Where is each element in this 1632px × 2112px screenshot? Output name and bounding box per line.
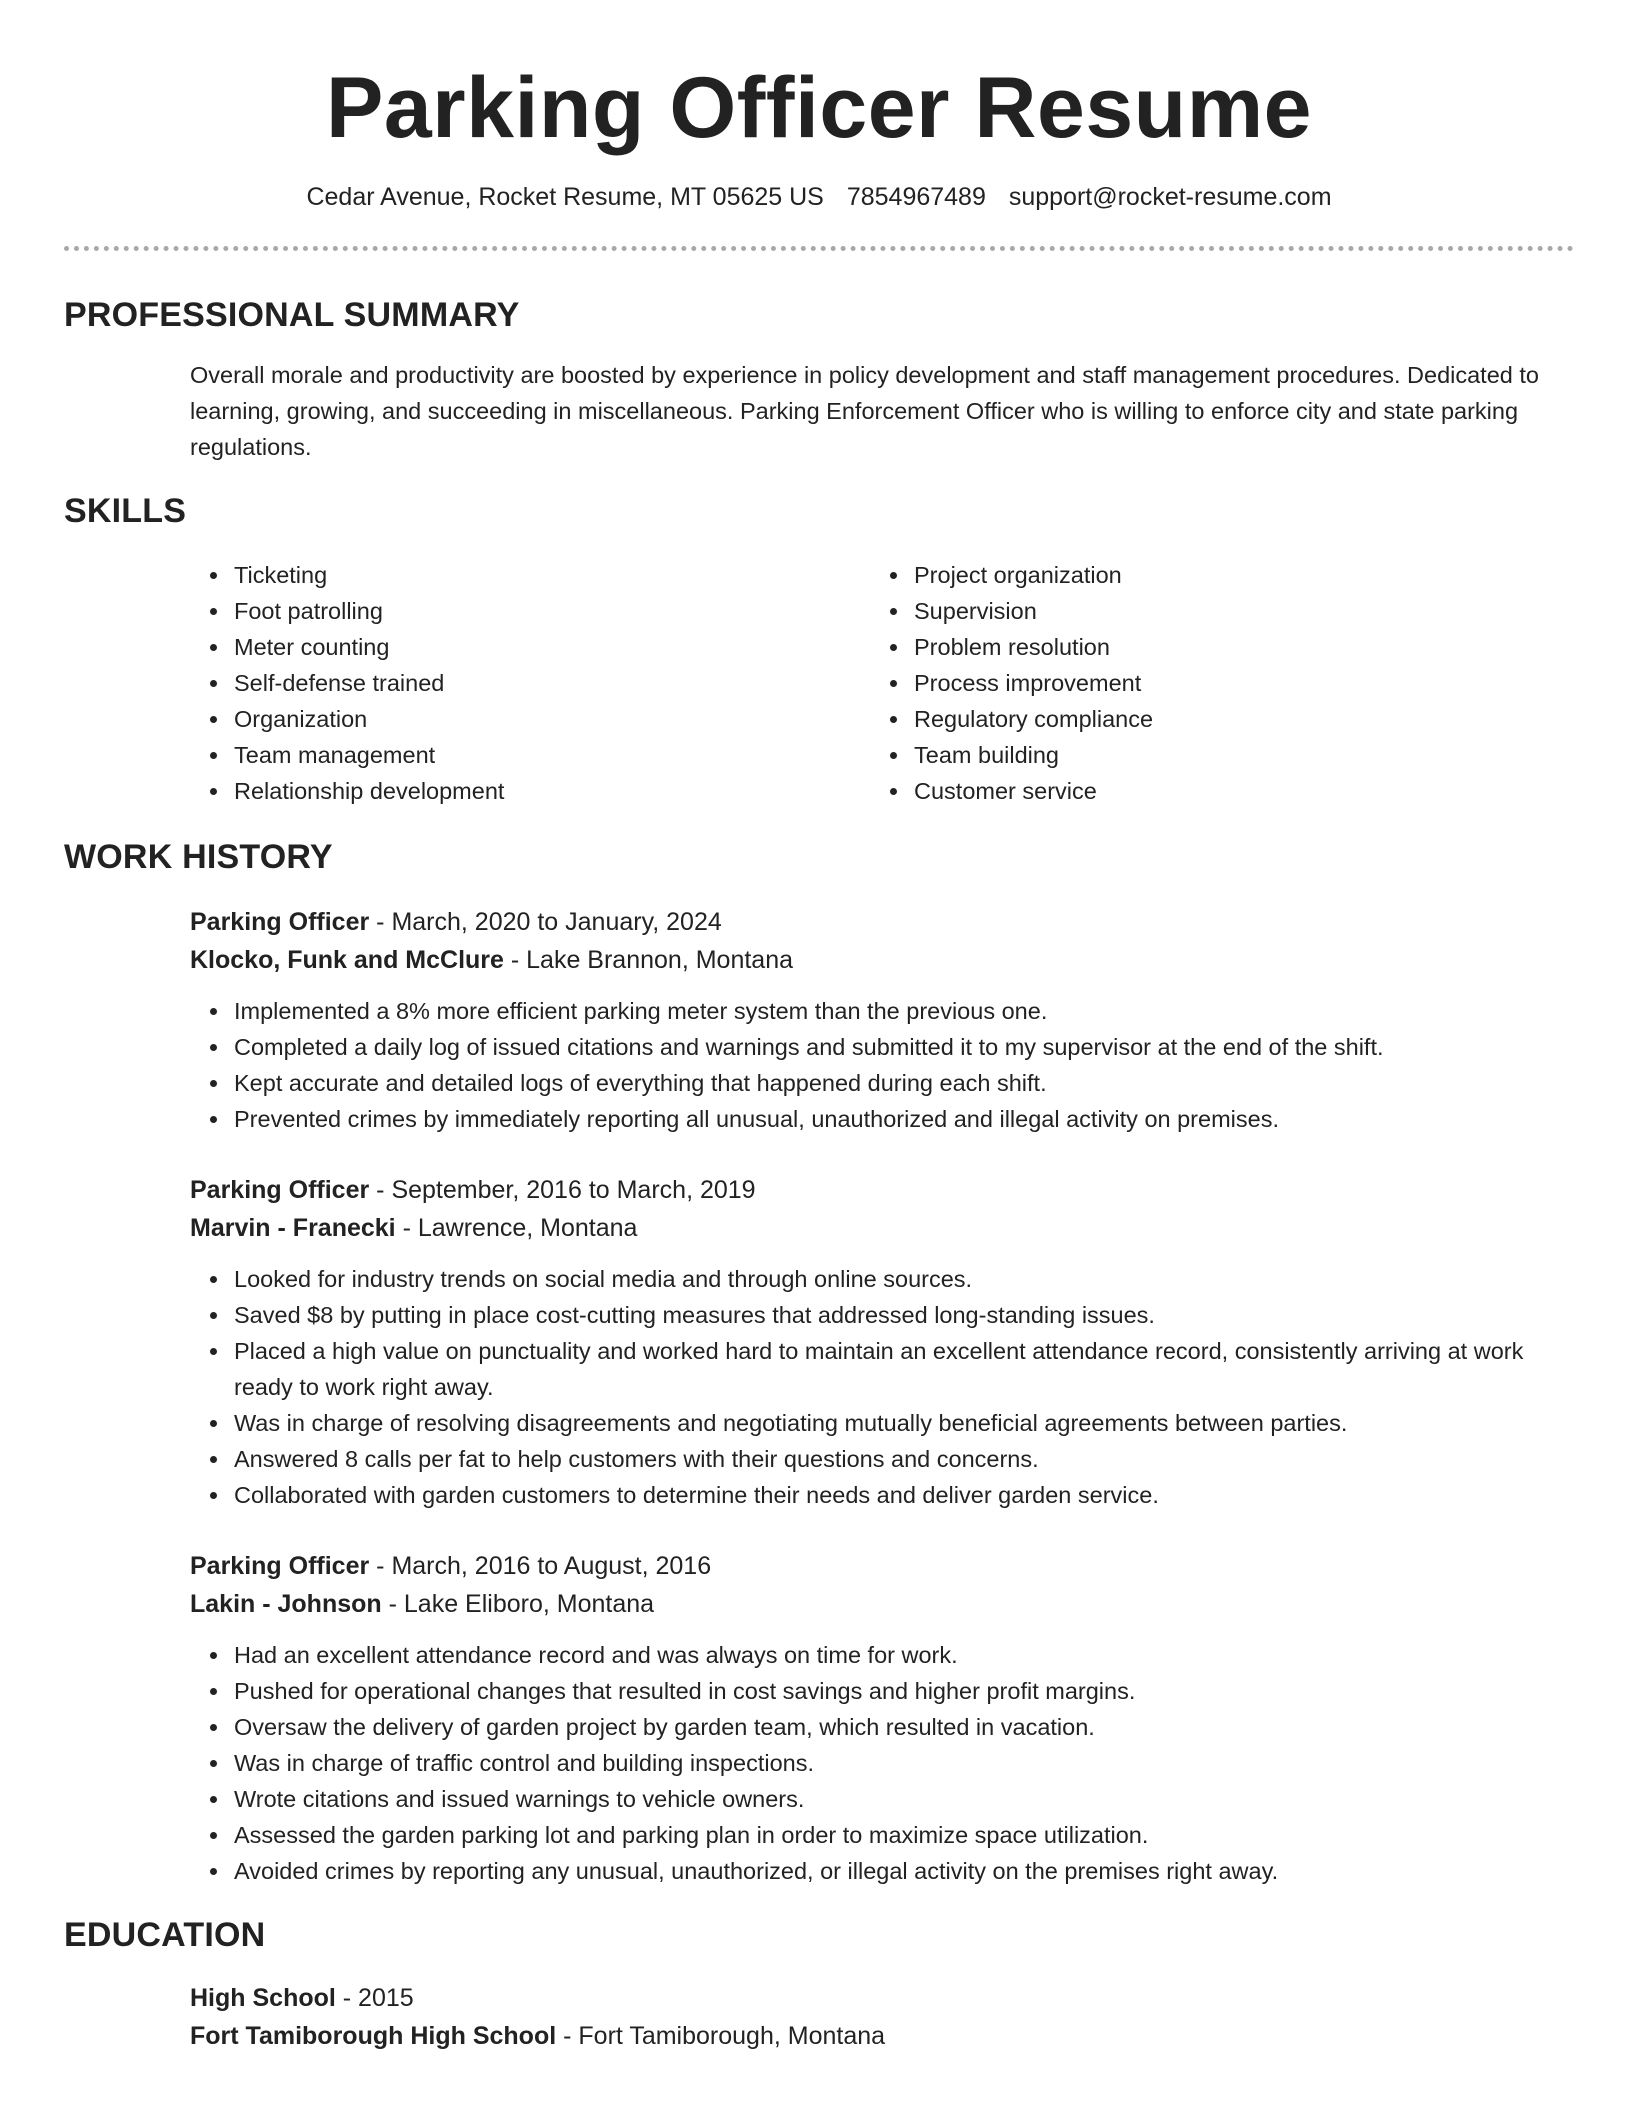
skill-item: Team management — [234, 737, 870, 773]
job-bullet: Was in charge of resolving disagreements and negotiating mutually beneficial agreements between parties. — [234, 1405, 1574, 1441]
job-bullets — [190, 1637, 1574, 1889]
job-title-line — [190, 903, 1574, 941]
job-bullet: Wrote citations and issued warnings to vehicle owners. — [234, 1781, 1574, 1817]
education-school: Fort Tamiborough High School — [190, 2022, 557, 2050]
skill-item: Team building — [914, 737, 1153, 773]
job-title-line — [190, 1547, 1574, 1585]
job-dates: - March, 2020 to January, 2024 — [369, 908, 722, 936]
job-company: Klocko, Funk and McClure — [190, 946, 504, 974]
job-dates: - September, 2016 to March, 2019 — [369, 1176, 756, 1204]
contact-phone: 7854967489 — [846, 183, 986, 211]
job-bullet: Prevented crimes by immediately reporting all unusual, unauthorized and illegal activity on premises. — [234, 1101, 1574, 1137]
education-entry — [190, 1979, 1574, 2055]
job-bullet: Answered 8 calls per fat to help customers with their questions and concerns. — [234, 1441, 1574, 1477]
job-bullet: Implemented a 8% more efficient parking meter system than the previous one. — [234, 993, 1574, 1029]
job-bullet: Assessed the garden parking lot and parking plan in order to maximize space utilization. — [234, 1817, 1574, 1853]
skills-column-right — [870, 557, 1153, 809]
job-bullet: Pushed for operational changes that resulted in cost savings and higher profit margins. — [234, 1673, 1574, 1709]
job-location: - Lake Brannon, Montana — [503, 946, 794, 974]
job-bullet: Saved $8 by putting in place cost-cutting measures that addressed long-standing issues. — [234, 1297, 1574, 1333]
job-bullets — [190, 993, 1574, 1137]
job-dates: - March, 2016 to August, 2016 — [369, 1552, 712, 1580]
resume-page — [64, 0, 1574, 2055]
skill-item: Project organization — [914, 557, 1153, 593]
job-entry — [190, 903, 1574, 1137]
job-role: Parking Officer — [190, 1176, 370, 1204]
summary-text: Overall morale and productivity are boosted by experience in policy development and staff management procedures. Dedicated to learning, growing, and succeeding in miscellaneous. Parking Enforcement Officer who is willing to enforce city and state parking regulations. — [190, 362, 1539, 460]
skill-item: Meter counting — [234, 629, 870, 665]
skills-column-left — [190, 557, 870, 809]
skill-item: Regulatory compliance — [914, 701, 1153, 737]
contact-email: support@rocket-resume.com — [1008, 183, 1332, 211]
job-location: - Lawrence, Montana — [395, 1214, 638, 1242]
skill-item: Customer service — [914, 773, 1153, 809]
education-location: - Fort Tamiborough, Montana — [556, 2022, 886, 2050]
skill-item: Supervision — [914, 593, 1153, 629]
job-entry — [190, 1547, 1574, 1889]
job-company-line — [190, 941, 1574, 979]
contact-line — [64, 180, 1574, 214]
skill-item: Relationship development — [234, 773, 870, 809]
education-school-line — [190, 2017, 1574, 2055]
skill-item: Process improvement — [914, 665, 1153, 701]
education-heading: EDUCATION — [64, 1916, 266, 1954]
summary-heading: PROFESSIONAL SUMMARY — [64, 296, 520, 334]
skill-item: Organization — [234, 701, 870, 737]
job-location: - Lake Eliboro, Montana — [381, 1590, 655, 1618]
skills-list — [190, 557, 1574, 809]
contact-address: Cedar Avenue, Rocket Resume, MT 05625 US — [306, 183, 824, 211]
job-bullet: Placed a high value on punctuality and worked hard to maintain an excellent attendance record, consistently arriving at work ready to work right away. — [234, 1333, 1574, 1405]
job-company: Lakin - Johnson — [190, 1590, 382, 1618]
job-company-line — [190, 1209, 1574, 1247]
job-bullet: Oversaw the delivery of garden project by garden team, which resulted in vacation. — [234, 1709, 1574, 1745]
resume-title: Parking Officer Resume — [325, 60, 1313, 156]
education-degree-line — [190, 1979, 1574, 2017]
work-history-heading: WORK HISTORY — [64, 838, 333, 876]
job-entry — [190, 1171, 1574, 1513]
job-bullet: Completed a daily log of issued citations and warnings and submitted it to my supervisor at the end of the shift. — [234, 1029, 1574, 1065]
skill-item: Foot patrolling — [234, 593, 870, 629]
job-bullet: Was in charge of traffic control and building inspections. — [234, 1745, 1574, 1781]
job-title-line — [190, 1171, 1574, 1209]
job-bullet: Kept accurate and detailed logs of everything that happened during each shift. — [234, 1065, 1574, 1101]
job-bullet: Avoided crimes by reporting any unusual, unauthorized, or illegal activity on the premises right away. — [234, 1853, 1574, 1889]
skill-item: Ticketing — [234, 557, 870, 593]
job-bullets — [190, 1261, 1574, 1513]
header-divider — [64, 246, 1574, 251]
skills-heading: SKILLS — [64, 492, 187, 530]
skill-item: Self-defense trained — [234, 665, 870, 701]
education-year: - 2015 — [335, 1984, 414, 2012]
job-role: Parking Officer — [190, 1552, 370, 1580]
job-bullet: Had an excellent attendance record and was always on time for work. — [234, 1637, 1574, 1673]
education-degree: High School — [190, 1984, 336, 2012]
job-bullet: Collaborated with garden customers to determine their needs and deliver garden service. — [234, 1477, 1574, 1513]
job-company: Marvin - Franecki — [190, 1214, 396, 1242]
job-company-line — [190, 1585, 1574, 1623]
skill-item: Problem resolution — [914, 629, 1153, 665]
job-role: Parking Officer — [190, 908, 370, 936]
job-bullet: Looked for industry trends on social media and through online sources. — [234, 1261, 1574, 1297]
